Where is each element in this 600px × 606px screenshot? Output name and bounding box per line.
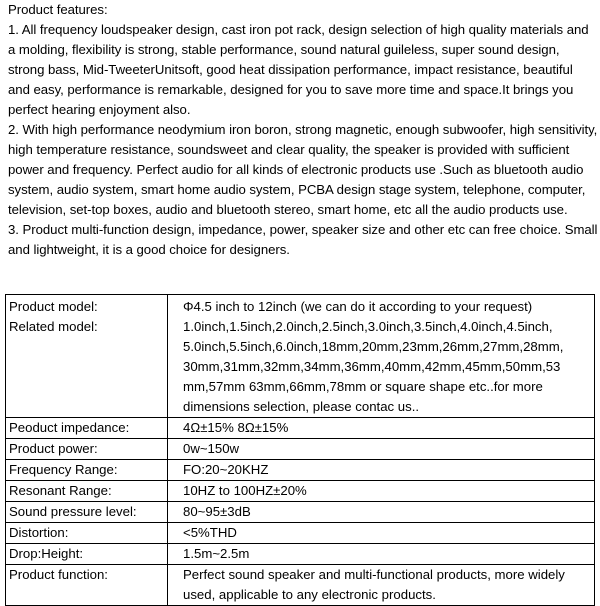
- spec-value: 80~95±3dB: [168, 502, 595, 523]
- table-row: [6, 460, 595, 481]
- spec-table: [5, 294, 595, 606]
- table-row: [6, 502, 595, 523]
- table-row: [6, 565, 595, 606]
- model-labels-cell: [6, 295, 168, 418]
- spec-label: Product power:: [6, 439, 168, 460]
- spec-value: <5%THD: [168, 523, 595, 544]
- feature-item-1: 1. All frequency loudspeaker design, cast iron pot rack, design selection of high quality materials and a molding, flexibility is strong, stable performance, sound natural guileless, super sound design, strong bass, Mid-TweeterUnitsoft, good heat dissipation performance, impact resistance, beautiful and easy, performance is remarkable, designed for you to save more time and space.It brings you perfect hearing enjoyment also.: [8, 22, 589, 117]
- spec-value: FO:20~20KHZ: [168, 460, 595, 481]
- spec-label: Product function:: [6, 565, 168, 606]
- spec-value: 0w~150w: [168, 439, 595, 460]
- feature-item-3: 3. Product multi-function design, impedance, power, speaker size and other etc can free choice. Small and lightweight, it is a good choice for designers.: [8, 222, 598, 257]
- spec-value: Perfect sound speaker and multi-functional products, more widely used, applicable to any electronic products.: [168, 565, 595, 606]
- spec-label: Resonant Range:: [6, 481, 168, 502]
- model-values-cell: [168, 295, 595, 418]
- spec-label: Frequency Range:: [6, 460, 168, 481]
- table-row-model: [6, 295, 595, 418]
- spec-value: 4Ω±15% 8Ω±15%: [168, 418, 595, 439]
- spec-label: Distortion:: [6, 523, 168, 544]
- table-row: [6, 481, 595, 502]
- spec-value: 10HZ to 100HZ±20%: [168, 481, 595, 502]
- product-features-section: [8, 0, 598, 260]
- features-heading: Product features:: [8, 2, 108, 17]
- related-model-label: Related model:: [9, 319, 98, 334]
- related-model-value: 1.0inch,1.5inch,2.0inch,2.5inch,3.0inch,3.5inch,4.0inch,4.5inch, 5.0inch,5.5inch,6.0inch,18mm,20mm,23mm,26mm,27mm,28mm, 30mm,31mm,32mm,34mm,36mm,40mm,42mm,45mm,50mm,53 mm,57mm 63mm,66mm,78mm or square shape etc..for more dimensions selection, please contac us..: [183, 319, 564, 414]
- spec-value: 1.5m~2.5m: [168, 544, 595, 565]
- product-model-label: Product model:: [9, 299, 98, 314]
- feature-item-2: 2. With high performance neodymium iron boron, strong magnetic, enough subwoofer, high sensitivity, high temperature resistance, soundsweet and clear quality, the speaker is provided with sufficient power and frequency. Perfect audio for all kinds of electronic products use .Such as bluetooth audio system, audio system, smart home audio system, PCBA design stage system, telephone, computer, television, set-top boxes, audio and bluetooth stereo, smart home, etc all the audio products use.: [8, 122, 598, 217]
- table-row: [6, 523, 595, 544]
- table-row: [6, 544, 595, 565]
- spec-label: Drop:Height:: [6, 544, 168, 565]
- product-model-value: Φ4.5 inch to 12inch (we can do it according to your request): [183, 299, 533, 314]
- table-row: [6, 439, 595, 460]
- spec-label: Sound pressure level:: [6, 502, 168, 523]
- table-row: [6, 418, 595, 439]
- spec-label: Peoduct impedance:: [6, 418, 168, 439]
